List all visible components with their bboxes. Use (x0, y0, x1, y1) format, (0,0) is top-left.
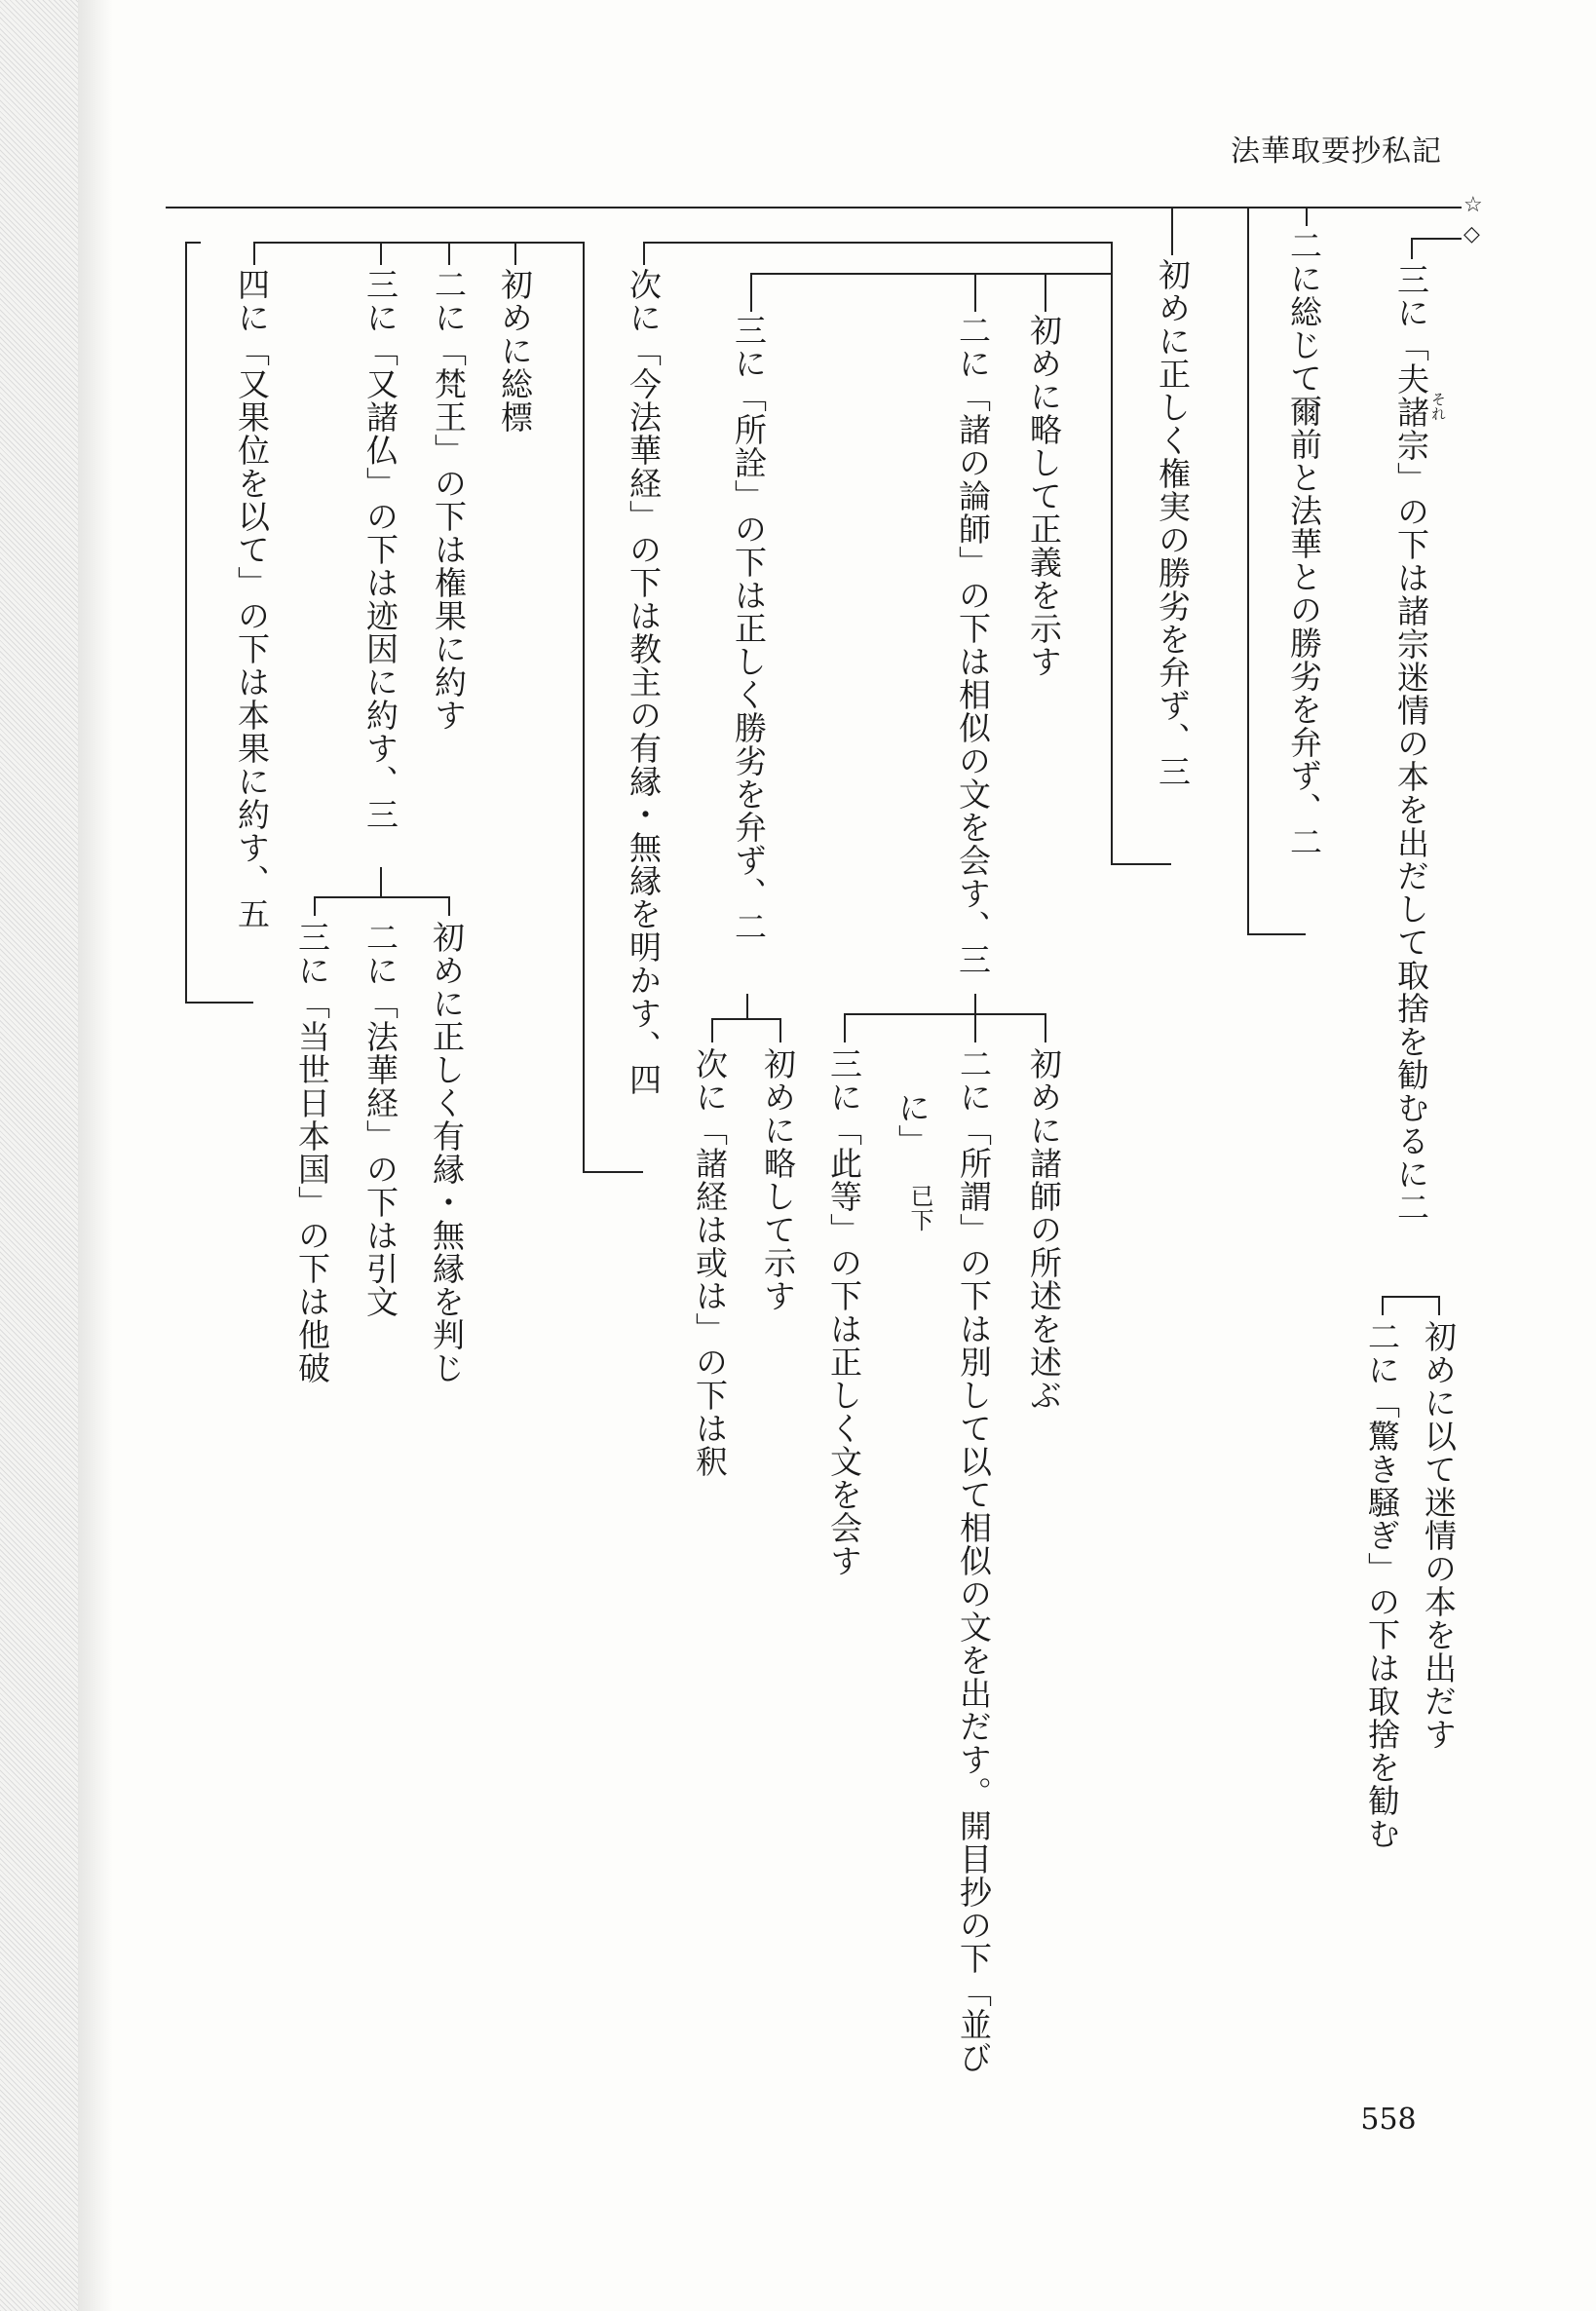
bracket-line (253, 242, 585, 244)
bracket-line (711, 1018, 779, 1020)
bracket-line (1306, 207, 1308, 226)
bracket-line (314, 896, 448, 898)
scan-page-edge (0, 0, 78, 2311)
outline-item: 三に「所詮」の下は正しく勝劣を弁ず、二 (730, 314, 768, 943)
bracket-line (1111, 863, 1171, 865)
bracket-line (746, 994, 748, 1018)
ruby-reading: それ (1429, 392, 1447, 421)
bracket-line (314, 896, 316, 916)
bracket-line (844, 1013, 1045, 1015)
bracket-line (643, 242, 645, 265)
bracket-line (711, 1018, 713, 1042)
bracket-line (974, 994, 976, 1042)
bracket-line (974, 273, 976, 312)
outline-item: 二に「驚き騒ぎ」の下は取捨を勧む (1363, 1320, 1401, 1850)
outline-item: 三に「又諸仏」の下は迹因に約す、三 (361, 268, 399, 831)
outline-item: 初めに正しく権実の勝劣を弁ず、三 (1154, 258, 1192, 788)
bracket-line (448, 896, 450, 916)
bracket-line (1045, 273, 1046, 312)
outline-item: 二に「梵王」の下は権果に約す (430, 268, 468, 732)
bracket-line (1045, 1013, 1046, 1042)
bracket-line (1438, 1296, 1440, 1315)
bracket-line (1171, 207, 1173, 255)
bracket-line (750, 273, 752, 312)
bracket-line (514, 242, 516, 265)
bracket-line (583, 242, 585, 1171)
bracket-line (1382, 1296, 1440, 1298)
outline-item: 初めに正しく有縁・無縁を判じ (428, 921, 466, 1384)
bracket-line (844, 1013, 846, 1042)
bracket-line (380, 867, 382, 896)
outline-item: 三に「当世日本国」の下は他破 (293, 921, 331, 1384)
bracket-line (1247, 207, 1249, 933)
running-header: 法華取要抄私記 (1231, 134, 1442, 169)
bracket-line (1411, 238, 1462, 240)
bracket-line (380, 242, 382, 265)
outline-item: 初めに以て迷情の本を出だす (1420, 1320, 1458, 1751)
top-rule (166, 207, 1462, 208)
outline-item: 三に「此等」の下は正しく文を会す (825, 1047, 863, 1577)
bracket-line (643, 242, 1111, 244)
bracket-line (185, 242, 201, 244)
bracket-line (1111, 242, 1113, 863)
page-number: 558 (1360, 2103, 1417, 2137)
bracket-line (750, 273, 974, 275)
outline-item: 三に「夫諸宗」の下は諸宗迷情の本を出だして取捨を勧むるに二 (1392, 263, 1430, 1224)
bracket-line (974, 273, 1111, 275)
outline-item: 二に「所謂」の下は別して以て相似の文を出だす。開目抄の下「並び (955, 1047, 993, 2074)
outline-item: 初めに諸師の所述を述ぶ (1025, 1047, 1063, 1412)
diamond-marker: ◇ (1463, 222, 1480, 246)
bracket-line (448, 242, 450, 265)
bracket-line (1411, 238, 1413, 259)
outline-item: 二に「諸の論師」の下は相似の文を会す、三 (954, 314, 992, 976)
bracket-line (1382, 1296, 1384, 1315)
outline-item: 初めに略して示す (759, 1047, 797, 1312)
outline-item: 初めに総標 (496, 268, 534, 434)
outline-item: 四に「又果位を以て」の下は本果に約す、五 (233, 268, 271, 930)
scan-page-shadow (78, 0, 113, 2311)
outline-item: 初めに略して正義を示す (1025, 314, 1063, 678)
bracket-line (253, 242, 255, 265)
outline-item: 二に「法華経」の下は引文 (361, 921, 399, 1318)
outline-item: に」 (893, 1091, 931, 1157)
bracket-line (1247, 933, 1306, 935)
outline-item: 次に「諸経は或は」の下は釈 (691, 1047, 729, 1478)
outline-note: 已下 (906, 1184, 933, 1232)
bracket-line (583, 1171, 643, 1173)
bracket-line (185, 242, 187, 1002)
bracket-line (779, 1018, 781, 1042)
bracket-line (185, 1002, 253, 1004)
outline-item: 次に「今法華経」の下は教主の有縁・無縁を明かす、四 (625, 268, 663, 1096)
outline-item: 二に総じて爾前と法華との勝劣を弁ず、二 (1285, 229, 1323, 858)
star-marker: ☆ (1463, 193, 1483, 217)
